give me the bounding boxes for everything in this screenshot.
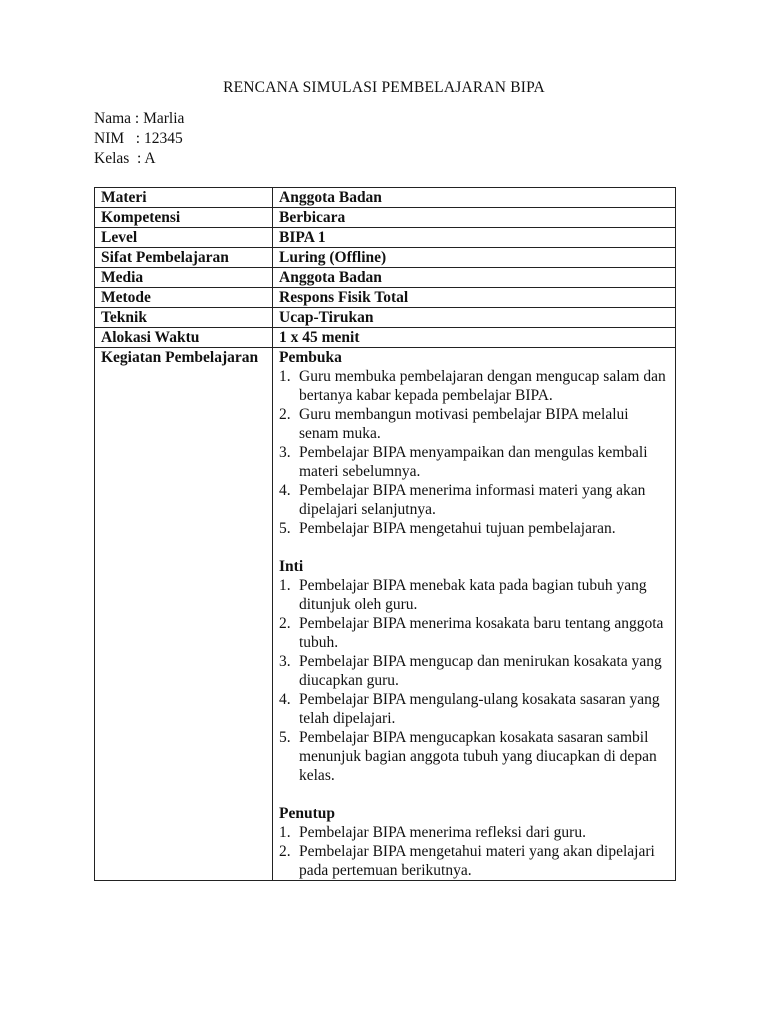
info-row-nama (94, 109, 184, 129)
row-label-level: Level (95, 228, 273, 248)
info-row-kelas (94, 149, 184, 169)
row-value-kompetensi: Berbicara (273, 208, 676, 228)
list-item-text: Pembelajar BIPA menebak kata pada bagian tubuh yang ditunjuk oleh guru. (299, 577, 647, 613)
list-item-number: 1. (279, 577, 291, 594)
row-value-alokasi: 1 x 45 menit (273, 328, 676, 348)
list-item-text: Pembelajar BIPA menyampaikan dan mengulas kembali materi sebelumnya. (299, 444, 648, 480)
row-value-kegiatan (273, 348, 676, 881)
list-item-text: Pembelajar BIPA mengulang-ulang kosakata sasaran yang telah dipelajari. (299, 691, 660, 727)
table-row (95, 188, 676, 208)
activity-sections (279, 348, 669, 880)
info-value: : A (137, 150, 156, 167)
list-item-number: 5. (279, 729, 291, 746)
student-info (94, 109, 184, 169)
table-row (95, 208, 676, 228)
list-item (279, 519, 669, 538)
row-value-level: BIPA 1 (273, 228, 676, 248)
document-title: RENCANA SIMULASI PEMBELAJARAN BIPA (223, 79, 545, 96)
info-label: Kelas (94, 150, 138, 167)
section-spacer (279, 538, 669, 557)
list-item (279, 823, 669, 842)
list-item (279, 481, 669, 519)
info-row-nim (94, 129, 184, 149)
row-label-teknik: Teknik (95, 308, 273, 328)
list-item-number: 2. (279, 615, 291, 632)
row-value-materi: Anggota Badan (273, 188, 676, 208)
list-item-number: 4. (279, 691, 291, 708)
list-item-number: 2. (279, 843, 291, 860)
activity-list (279, 576, 669, 785)
list-item (279, 614, 669, 652)
row-label-alokasi: Alokasi Waktu (95, 328, 273, 348)
section-title: Pembuka (279, 349, 342, 366)
row-value-media: Anggota Badan (273, 268, 676, 288)
list-item (279, 576, 669, 614)
list-item-text: Pembelajar BIPA mengetahui tujuan pembelajaran. (299, 520, 616, 537)
list-item-number: 1. (279, 824, 291, 841)
list-item-number: 1. (279, 368, 291, 385)
list-item-text: Pembelajar BIPA menerima refleksi dari guru. (299, 824, 586, 841)
table-row (95, 288, 676, 308)
table-row (95, 248, 676, 268)
info-label: NIM (94, 130, 136, 147)
list-item-text: Guru membuka pembelajaran dengan mengucap salam dan bertanya kabar kepada pembelajar BIPA. (299, 368, 666, 404)
list-item-text: Pembelajar BIPA menerima kosakata baru tentang anggota tubuh. (299, 615, 664, 651)
list-item-text: Pembelajar BIPA mengucapkan kosakata sasaran sambil menunjuk bagian anggota tubuh yang diucapkan di depan kelas. (299, 729, 657, 784)
list-item-number: 2. (279, 406, 291, 423)
list-item (279, 367, 669, 405)
table-row (95, 228, 676, 248)
row-label-kegiatan: Kegiatan Pembelajaran (95, 348, 273, 881)
table-row (95, 268, 676, 288)
table-row-kegiatan (95, 348, 676, 881)
list-item (279, 728, 669, 785)
info-value: : 12345 (135, 130, 183, 147)
activity-list (279, 367, 669, 538)
row-value-sifat: Luring (Offline) (273, 248, 676, 268)
row-label-materi: Materi (95, 188, 273, 208)
list-item-text: Pembelajar BIPA mengetahui materi yang akan dipelajari pada pertemuan berikutnya. (299, 843, 655, 879)
list-item-text: Pembelajar BIPA mengucap dan menirukan kosakata yang diucapkan guru. (299, 653, 662, 689)
list-item-number: 3. (279, 444, 291, 461)
row-label-media: Media (95, 268, 273, 288)
lesson-plan-table (94, 187, 676, 881)
info-label: Nama (94, 110, 135, 127)
list-item (279, 405, 669, 443)
row-value-metode: Respons Fisik Total (273, 288, 676, 308)
list-item-number: 4. (279, 482, 291, 499)
list-item-number: 5. (279, 520, 291, 537)
section-title: Inti (279, 558, 304, 575)
list-item-number: 3. (279, 653, 291, 670)
row-label-sifat: Sifat Pembelajaran (95, 248, 273, 268)
list-item (279, 690, 669, 728)
list-item (279, 443, 669, 481)
section-spacer (279, 785, 669, 804)
row-label-metode: Metode (95, 288, 273, 308)
table-row (95, 308, 676, 328)
list-item-text: Pembelajar BIPA menerima informasi materi yang akan dipelajari selanjutnya. (299, 482, 646, 518)
row-value-teknik: Ucap-Tirukan (273, 308, 676, 328)
section-title: Penutup (279, 805, 335, 822)
table-row (95, 328, 676, 348)
activity-list (279, 823, 669, 880)
list-item-text: Guru membangun motivasi pembelajar BIPA melalui senam muka. (299, 406, 629, 442)
list-item (279, 842, 669, 880)
info-value: : Marlia (134, 110, 185, 127)
row-label-kompetensi: Kompetensi (95, 208, 273, 228)
list-item (279, 652, 669, 690)
